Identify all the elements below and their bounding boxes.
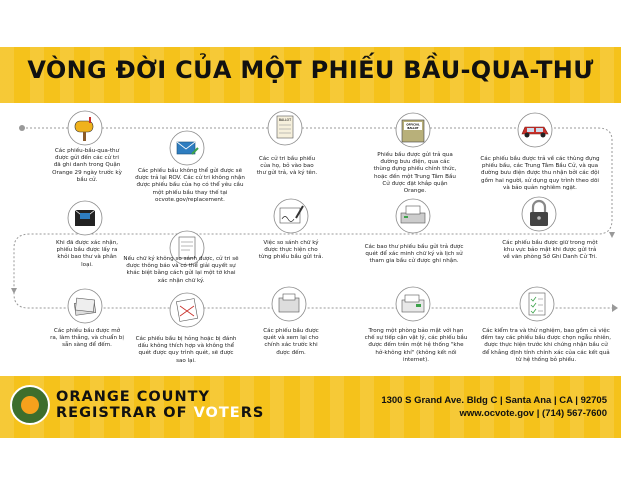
- mailbox-icon: [66, 110, 104, 146]
- svg-text:BALLOT: BALLOT: [407, 126, 419, 130]
- counting-machine-icon: [394, 286, 432, 322]
- step-14-caption: Trong một phòng bảo mật với hạn chế sự tiếp cận vật lý, các phiếu bầu được đếm trên một hệ thống "khe hở-không khí" (không kết nối internet).: [364, 328, 468, 363]
- padlock-icon: [520, 196, 558, 232]
- svg-text:BALLOT: BALLOT: [278, 118, 292, 122]
- svg-text:OFFICIAL: OFFICIAL: [406, 123, 420, 127]
- org-name-line1: ORANGE COUNTY: [56, 389, 210, 405]
- envelope-open-icon: [66, 200, 104, 236]
- step-13-caption: Các phiếu bầu được quét và xem lại cho chính xác trước khi được đếm.: [263, 328, 319, 356]
- checklist-icon: [518, 286, 556, 322]
- step-12-caption: Các phiếu bầu bị hỏng hoặc bị đánh dấu không thích hợp và không thể quét được quy trình quét, sẽ được sao lại.: [135, 336, 237, 364]
- step-9-caption: Các bao thư phiếu bầu gửi trả được quét để xác minh chữ ký và lịch sử tham gia bầu cử được ghi nhận.: [364, 244, 464, 265]
- footer-contact: www.ocvote.gov | (714) 567-7600: [459, 408, 607, 419]
- signature-pen-icon: [272, 198, 310, 234]
- scanner-icon: [394, 198, 432, 234]
- step-10-caption: Các phiếu bầu được giữ trong một khu vực bảo mật khi được gửi trả về văn phòng Sở Ghi Danh Cử Tri.: [502, 240, 598, 261]
- footer-address: 1300 S Grand Ave. Bldg C | Santa Ana | CA | 92705: [381, 395, 607, 406]
- step-1-caption: Các phiếu-bầu-qua-thư được gửi đến các cử tri đã ghi danh trong Quận Orange 29 ngày trước kỳ bầu cử.: [52, 148, 122, 183]
- step-15-caption: Các kiểm tra và thử nghiệm, bao gồm cả việc đếm tay các phiếu bầu được chọn ngẫu nhiên, được thực hiện trước khi chứng nhận bầu cử để khẳng định tính chính xác của các kết quả từ hệ thống bỏ phiếu.: [481, 328, 611, 363]
- flow-start-dot: [19, 125, 25, 131]
- org-name-line2: REGISTRAR OF VOTERS: [56, 405, 265, 421]
- return-envelope-icon: [168, 130, 206, 166]
- step-8-caption: Việc so sánh chữ ký được thực hiện cho từng phiếu bầu gửi trả.: [258, 240, 324, 261]
- drop-box-icon: [394, 112, 432, 148]
- ballot-icon: [266, 110, 304, 146]
- flow-arrow-down-1: [609, 232, 615, 238]
- step-11-caption: Các phiếu bầu được mở ra, làm thẳng, và chuẩn bị sẵn sàng để đếm.: [50, 328, 124, 349]
- step-6-caption: Khi đã được xác nhận, phiếu bầu được lấy ra khỏi bao thư và phân loại.: [55, 240, 119, 268]
- flow-end-arrow: [612, 304, 618, 312]
- damaged-ballot-icon: [168, 292, 206, 328]
- step-2-caption: Các phiếu bầu không thể gửi được sẽ được trả lại ROV. Các cử tri không nhận được phiếu bầu của họ có thể yêu cầu một phiếu bầu thay thế tại ocvote.gov/replacement.: [135, 168, 245, 203]
- ballot-stack-icon: [66, 288, 104, 324]
- flow-arrow-down-2: [11, 288, 17, 294]
- step-7-caption: Nếu chữ ký không so sánh được, cử tri sẽ được thông báo và có thể giải quyết sự khác biệt bằng cách gửi lại một tờ khai xác nhận chữ ký.: [123, 256, 239, 284]
- step-3-caption: Các cử tri bầu phiếu của họ, bỏ vào bao thư gửi trả, và ký tên.: [256, 156, 318, 177]
- car-icon: [516, 112, 554, 148]
- county-seal-icon: [10, 385, 50, 425]
- step-5-caption: Các phiếu bầu được trả về các thùng đựng phiếu bầu, các Trung Tâm Bầu Cử, và qua đường bưu điện được thu nhận bởi các đội gồm hai người, sử dụng quy trình theo dõi và bảo quản nghiêm ngặt.: [480, 156, 600, 191]
- scan-review-icon: [270, 286, 308, 322]
- page-title: VÒNG ĐỜI CỦA MỘT PHIẾU BẦU-QUA-THƯ: [27, 56, 594, 84]
- step-4-caption: Phiếu bầu được gửi trả qua đường bưu điện, qua các thùng đựng phiếu chính thức, hoặc đến một Trung Tâm Bầu Cử được đặt khắp quận Orange.: [373, 152, 457, 195]
